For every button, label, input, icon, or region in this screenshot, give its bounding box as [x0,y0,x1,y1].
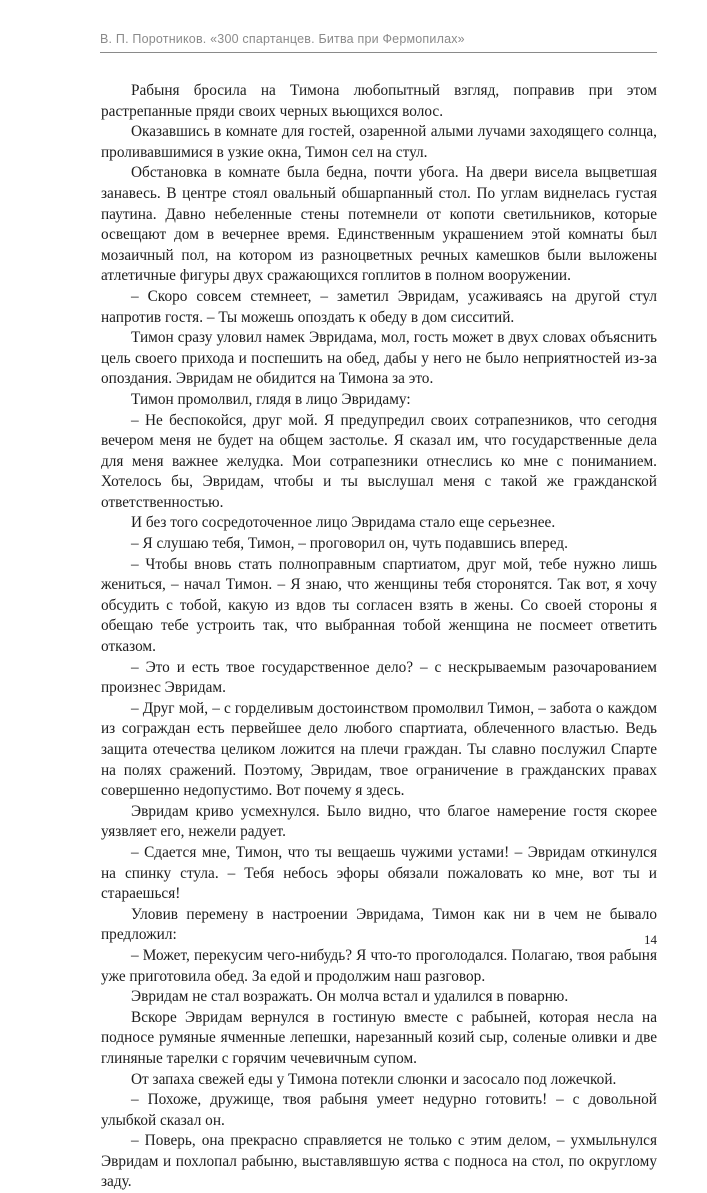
page-number: 14 [644,932,657,947]
paragraph: – Может, перекусим чего-нибудь? Я что-то проголодался. Полагаю, твоя рабыня уже приготовила обед. За едой и продолжим наш разговор. [101,946,657,985]
paragraph: – Поверь, она прекрасно справляется не только с этим делом, – ухмыльнулся Эвридам и похлопал рабыню, выставлявшую яства с подноса на стол, по округлому заду. [101,1132,657,1191]
paragraph: – Не беспокойся, друг мой. Я предупредил своих сотрапезников, что сегодня вечером меня не будет на общем застолье. Я сказал им, что государственные дела для меня важнее желудка. Мои сотрапезники отнеслись ко мне с пониманием. Хотелось бы, Эвридам, чтобы и ты выслушал меня с такой же гражданской ответственностью. [101,411,657,511]
paragraph: Оказавшись в комнате для гостей, озаренной алыми лучами заходящего солнца, проливавшимися в узкие окна, Тимон сел на стул. [101,123,657,161]
paragraph: Обстановка в комнате была бедна, почти убога. На двери висела выцветшая занавесь. В центре стоял овальный обшарпанный стол. По углам виднелась густая паутина. Давно небеленные стены потемнели от копоти светильников, которые освещают дом в вечернее время. Единственным украшением этой комнаты был мозаичный пол, на котором из разноцветных речных камешков были выложены атлетичные фигуры двух сражающихся гоплитов в полном вооружении. [101,164,657,285]
body-text [101,81,657,1193]
paragraph: – Похоже, дружище, твоя рабыня умеет недурно готовить! – с довольной улыбкой сказал он. [101,1091,657,1129]
header-rule [100,52,657,53]
paragraph: – Чтобы вновь стать полноправным спартиатом, друг мой, тебе нужно лишь жениться, – начал Тимон. – Я знаю, что женщины тебя сторонятся. Так вот, я хочу обсудить с тобой, какую из вдов ты согласен взять в жены. Со своей стороны я обещаю тебе устроить так, что выбранная тобой женщина не посмеет ответить отказом. [101,555,657,656]
paragraph: – Сдается мне, Тимон, что ты вещаешь чужими устами! – Эвридам откинулся на спинку стула. – Тебя небось эфоры обязали пожаловать ко мне, вот ты и стараешься! [101,843,657,903]
paragraph: – Это и есть твое государственное дело? – с нескрываемым разочарованием произнес Эвридам. [101,658,657,697]
paragraph: Вскоре Эвридам вернулся в гостиную вместе с рабыней, которая несла на подносе румяные ячменные лепешки, нарезанный козий сыр, соленые оливки и две глиняные тарелки с горячим чечевичным супом. [101,1008,657,1067]
paragraph: Тимон сразу уловил намек Эвридама, мол, гость может в двух словах объяснить цель своего прихода и поспешить на обед, дабы у него не было неприятностей из-за опоздания. Эвридам не обидится на Тимона за это. [101,329,657,388]
paragraph: Уловив перемену в настроении Эвридама, Тимон как ни в чем не бывало предложил: [101,905,657,944]
paragraph: Рабыня бросила на Тимона любопытный взгляд, поправив при этом растрепанные пряди своих черных вьющихся волос. [101,82,657,120]
paragraph: Эвридам не стал возражать. Он молча встал и удалился в поварню. [131,988,569,1006]
paragraph: Тимон промолвил, глядя в лицо Эвридаму: [131,390,411,408]
paragraph: – Скоро совсем стемнеет, – заметил Эвридам, усаживаясь на другой стул напротив гостя. – Ты можешь опоздать к обеду в дом сисситий. [101,287,657,326]
paragraph: Эвридам криво усмехнулся. Было видно, что благое намерение гостя скорее уязвляет его, нежели радует. [101,802,657,841]
paragraph: – Я слушаю тебя, Тимон, – проговорил он, чуть подавшись вперед. [131,535,568,553]
running-header: В. П. Поротников. «300 спартанцев. Битва при Фермопилах» [100,32,465,46]
paragraph: – Друг мой, – с горделивым достоинством промолвил Тимон, – забота о каждом из сограждан есть первейшее дело любого спартиата, облеченного властью. Ведь защита отечества целиком ложится на плечи граждан. Ты славно послужил Спарте на полях сражений. Поэтому, Эвридам, твое ограничение в гражданских правах совершенно недопустимо. Вот почему я здесь. [101,699,657,800]
paragraph: И без того сосредоточенное лицо Эвридама стало еще серьезнее. [131,514,556,532]
paragraph: От запаха свежей еды у Тимона потекли слюнки и засосало под ложечкой. [131,1070,617,1088]
